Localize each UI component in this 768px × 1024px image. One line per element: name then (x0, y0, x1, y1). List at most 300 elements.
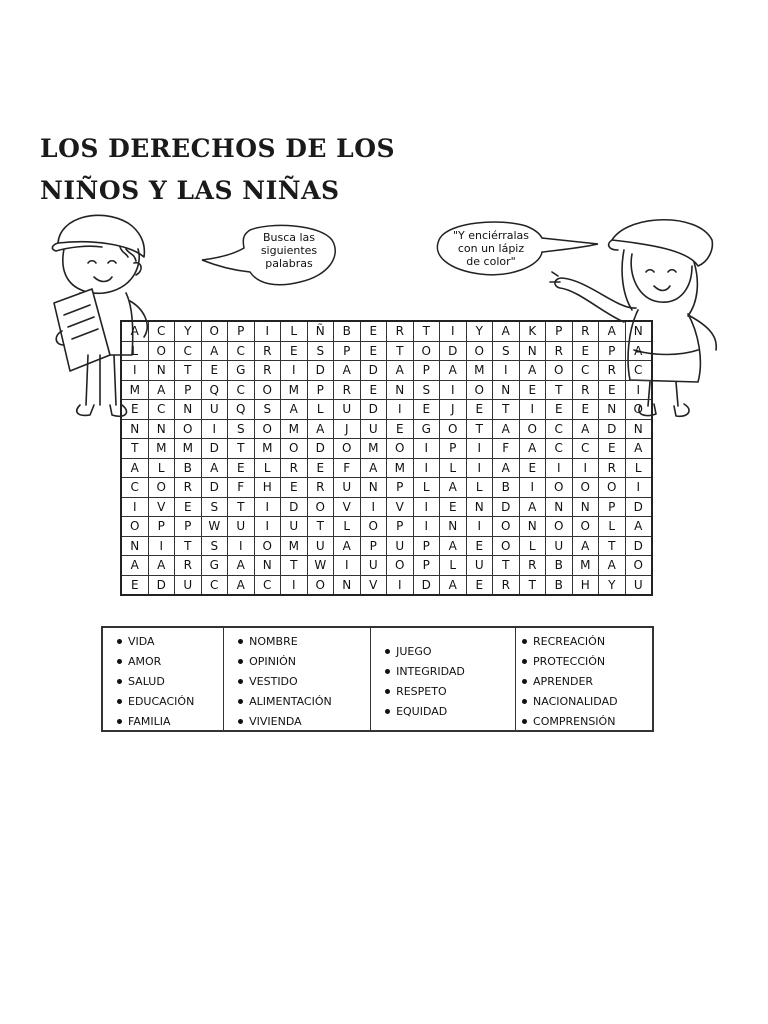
grid-cell[interactable]: I (148, 536, 175, 556)
grid-cell[interactable]: I (493, 361, 520, 381)
word-label: INTEGRIDAD (396, 665, 465, 678)
grid-cell[interactable]: E (519, 458, 546, 478)
grid-cell[interactable]: O (387, 556, 414, 576)
grid-cell[interactable]: E (387, 419, 414, 439)
grid-cell[interactable]: I (440, 380, 467, 400)
grid-cell[interactable]: O (546, 478, 573, 498)
grid-cell[interactable]: A (625, 517, 652, 537)
grid-cell[interactable]: I (413, 439, 440, 459)
grid-cell[interactable]: S (307, 341, 334, 361)
grid-cell[interactable]: A (519, 439, 546, 459)
grid-cell[interactable]: M (281, 380, 308, 400)
grid-cell[interactable]: T (175, 361, 202, 381)
grid-cell[interactable]: G (413, 419, 440, 439)
grid-cell[interactable]: I (413, 497, 440, 517)
grid-cell[interactable]: R (175, 478, 202, 498)
grid-cell[interactable]: P (413, 556, 440, 576)
grid-cell[interactable]: I (254, 497, 281, 517)
grid-cell[interactable]: O (493, 536, 520, 556)
word-label: JUEGO (396, 645, 432, 658)
grid-cell[interactable]: A (625, 439, 652, 459)
grid-cell[interactable]: O (175, 419, 202, 439)
grid-cell[interactable]: D (281, 497, 308, 517)
grid-cell[interactable]: N (625, 419, 652, 439)
grid-cell[interactable]: S (413, 380, 440, 400)
grid-cell[interactable]: A (572, 536, 599, 556)
grid-cell[interactable]: T (599, 536, 626, 556)
grid-cell[interactable]: T (307, 517, 334, 537)
grid-cell[interactable]: L (281, 321, 308, 341)
grid-cell[interactable]: A (625, 341, 652, 361)
grid-cell[interactable]: A (121, 321, 148, 341)
grid-cell[interactable]: P (440, 439, 467, 459)
grid-cell[interactable]: A (360, 458, 387, 478)
grid-cell[interactable]: O (254, 380, 281, 400)
grid-cell[interactable]: U (360, 556, 387, 576)
grid-cell[interactable]: U (228, 517, 255, 537)
grid-cell[interactable]: P (360, 536, 387, 556)
grid-cell[interactable]: E (599, 380, 626, 400)
grid-cell[interactable]: O (413, 341, 440, 361)
grid-cell[interactable]: A (599, 321, 626, 341)
grid-cell[interactable]: G (201, 556, 228, 576)
grid-cell[interactable]: A (440, 536, 467, 556)
grid-cell[interactable]: C (254, 575, 281, 595)
grid-cell[interactable]: R (572, 380, 599, 400)
grid-cell[interactable]: M (387, 458, 414, 478)
grid-cell[interactable]: T (493, 556, 520, 576)
grid-cell[interactable]: O (599, 478, 626, 498)
grid-cell[interactable]: C (546, 439, 573, 459)
grid-cell[interactable]: L (466, 478, 493, 498)
grid-cell[interactable]: I (281, 575, 308, 595)
grid-cell[interactable]: N (175, 400, 202, 420)
grid-cell[interactable]: B (546, 575, 573, 595)
grid-cell[interactable]: M (121, 380, 148, 400)
grid-cell[interactable]: E (201, 361, 228, 381)
grid-cell[interactable]: I (546, 458, 573, 478)
grid-cell[interactable]: U (360, 419, 387, 439)
grid-cell[interactable]: M (466, 361, 493, 381)
grid-cell[interactable]: I (360, 497, 387, 517)
grid-cell[interactable]: C (201, 575, 228, 595)
grid-cell[interactable]: D (307, 439, 334, 459)
grid-cell[interactable]: U (307, 536, 334, 556)
grid-cell[interactable]: D (413, 575, 440, 595)
grid-cell[interactable]: N (334, 575, 361, 595)
grid-cell[interactable]: Q (201, 380, 228, 400)
grid-cell[interactable]: I (281, 361, 308, 381)
grid-cell[interactable]: N (572, 497, 599, 517)
grid-cell[interactable]: N (625, 321, 652, 341)
grid-cell[interactable]: A (440, 575, 467, 595)
grid-cell[interactable]: I (387, 575, 414, 595)
grid-cell[interactable]: S (493, 341, 520, 361)
grid-cell[interactable]: N (599, 400, 626, 420)
grid-cell[interactable]: V (360, 575, 387, 595)
grid-cell[interactable]: A (307, 419, 334, 439)
grid-cell[interactable]: B (175, 458, 202, 478)
grid-cell[interactable]: N (148, 361, 175, 381)
word-label: VESTIDO (249, 675, 298, 688)
grid-cell[interactable]: P (413, 361, 440, 381)
grid-cell[interactable]: L (599, 517, 626, 537)
grid-cell[interactable]: R (519, 556, 546, 576)
grid-cell[interactable]: T (466, 419, 493, 439)
grid-cell[interactable]: A (121, 458, 148, 478)
grid-cell[interactable]: D (148, 575, 175, 595)
grid-cell[interactable]: P (307, 380, 334, 400)
grid-cell[interactable]: E (228, 458, 255, 478)
grid-cell[interactable]: B (493, 478, 520, 498)
word-label: RESPETO (396, 685, 447, 698)
grid-cell[interactable]: D (599, 419, 626, 439)
grid-cell[interactable]: P (599, 341, 626, 361)
grid-cell[interactable]: R (281, 458, 308, 478)
grid-cell[interactable]: A (519, 361, 546, 381)
grid-cell[interactable]: I (413, 458, 440, 478)
grid-cell[interactable]: S (201, 497, 228, 517)
grid-cell[interactable]: C (546, 419, 573, 439)
grid-cell[interactable]: P (175, 380, 202, 400)
grid-cell[interactable]: R (493, 575, 520, 595)
grid-cell[interactable]: L (440, 556, 467, 576)
grid-cell[interactable]: I (440, 321, 467, 341)
grid-cell[interactable]: D (493, 497, 520, 517)
grid-cell[interactable]: E (360, 380, 387, 400)
grid-cell[interactable]: T (281, 556, 308, 576)
grid-cell[interactable]: L (148, 458, 175, 478)
grid-cell[interactable]: L (519, 536, 546, 556)
grid-cell[interactable]: C (228, 380, 255, 400)
grid-cell[interactable]: E (546, 400, 573, 420)
grid-row (121, 536, 652, 556)
grid-cell[interactable]: D (625, 497, 652, 517)
grid-cell[interactable]: A (493, 321, 520, 341)
grid-cell[interactable]: K (519, 321, 546, 341)
grid-cell[interactable]: M (175, 439, 202, 459)
grid-cell[interactable]: A (121, 556, 148, 576)
grid-cell[interactable]: M (281, 536, 308, 556)
grid-cell[interactable]: Q (228, 400, 255, 420)
grid-cell[interactable]: F (334, 458, 361, 478)
grid-cell[interactable]: O (201, 321, 228, 341)
grid-cell[interactable]: C (175, 341, 202, 361)
grid-cell[interactable]: A (281, 400, 308, 420)
grid-cell[interactable]: I (334, 556, 361, 576)
grid-cell[interactable]: E (175, 497, 202, 517)
grid-cell[interactable]: A (440, 361, 467, 381)
grid-cell[interactable]: O (466, 380, 493, 400)
word-label: NACIONALIDAD (533, 695, 618, 708)
grid-cell[interactable]: E (466, 575, 493, 595)
grid-cell[interactable]: C (572, 439, 599, 459)
grid-cell[interactable]: A (148, 380, 175, 400)
grid-cell[interactable]: N (148, 419, 175, 439)
grid-cell[interactable]: N (519, 517, 546, 537)
grid-cell[interactable]: H (572, 575, 599, 595)
grid-cell[interactable]: U (334, 400, 361, 420)
grid-cell[interactable]: S (254, 400, 281, 420)
word-list-item (385, 662, 515, 682)
grid-cell[interactable]: T (121, 439, 148, 459)
grid-cell[interactable]: L (625, 458, 652, 478)
grid-cell[interactable]: G (228, 361, 255, 381)
grid-cell[interactable]: L (254, 458, 281, 478)
grid-cell[interactable]: Y (599, 575, 626, 595)
grid-cell[interactable]: U (201, 400, 228, 420)
grid-cell[interactable]: M (360, 439, 387, 459)
grid-cell[interactable]: F (228, 478, 255, 498)
grid-cell[interactable]: L (413, 478, 440, 498)
grid-cell[interactable]: O (625, 400, 652, 420)
grid-cell[interactable]: O (307, 497, 334, 517)
bubble-left-line-3: palabras (265, 257, 313, 270)
grid-cell[interactable]: O (254, 536, 281, 556)
grid-cell[interactable]: I (254, 517, 281, 537)
grid-cell[interactable]: I (625, 478, 652, 498)
grid-cell[interactable]: I (572, 458, 599, 478)
word-list-item (238, 652, 370, 672)
grid-cell[interactable]: T (413, 321, 440, 341)
word-label: NOMBRE (249, 635, 298, 648)
grid-cell[interactable]: D (307, 361, 334, 381)
grid-cell[interactable]: O (387, 439, 414, 459)
grid-cell[interactable]: S (228, 419, 255, 439)
word-list-item (522, 692, 652, 712)
grid-cell[interactable]: A (493, 419, 520, 439)
grid-cell[interactable]: E (281, 341, 308, 361)
grid-cell[interactable]: T (493, 400, 520, 420)
word-list-column-2 (224, 628, 371, 730)
grid-cell[interactable]: I (387, 400, 414, 420)
grid-cell[interactable]: O (466, 341, 493, 361)
grid-cell[interactable]: R (599, 361, 626, 381)
grid-cell[interactable]: E (281, 478, 308, 498)
grid-cell[interactable]: R (334, 380, 361, 400)
grid-cell[interactable]: I (519, 400, 546, 420)
grid-cell[interactable]: O (546, 361, 573, 381)
grid-cell[interactable]: J (440, 400, 467, 420)
grid-cell[interactable]: H (254, 478, 281, 498)
grid-cell[interactable]: T (546, 380, 573, 400)
grid-cell[interactable]: N (254, 556, 281, 576)
grid-cell[interactable]: I (121, 361, 148, 381)
grid-cell[interactable]: I (201, 419, 228, 439)
grid-cell[interactable]: F (493, 439, 520, 459)
grid-cell[interactable]: R (307, 478, 334, 498)
grid-cell[interactable]: E (599, 439, 626, 459)
grid-cell[interactable]: A (519, 497, 546, 517)
grid-cell[interactable]: U (387, 536, 414, 556)
grid-cell[interactable]: A (334, 536, 361, 556)
grid-row (121, 341, 652, 361)
grid-cell[interactable]: Ñ (307, 321, 334, 341)
grid-cell[interactable]: A (148, 556, 175, 576)
grid-cell[interactable]: E (121, 575, 148, 595)
grid-cell[interactable]: R (254, 341, 281, 361)
grid-cell[interactable]: C (121, 478, 148, 498)
grid-cell[interactable]: A (228, 575, 255, 595)
grid-cell[interactable]: A (572, 419, 599, 439)
grid-cell[interactable]: I (254, 321, 281, 341)
grid-cell[interactable]: V (148, 497, 175, 517)
bullet-icon (238, 699, 243, 704)
grid-cell[interactable]: E (572, 400, 599, 420)
grid-cell[interactable]: P (387, 478, 414, 498)
grid-cell[interactable]: A (201, 458, 228, 478)
grid-cell[interactable]: T (175, 536, 202, 556)
grid-cell[interactable]: L (440, 458, 467, 478)
grid-cell[interactable]: R (175, 556, 202, 576)
grid-cell[interactable]: T (519, 575, 546, 595)
grid-cell[interactable]: N (121, 419, 148, 439)
grid-cell[interactable]: R (387, 321, 414, 341)
grid-cell[interactable]: L (307, 400, 334, 420)
grid-cell[interactable]: P (387, 517, 414, 537)
grid-cell[interactable]: C (148, 321, 175, 341)
grid-cell[interactable]: S (201, 536, 228, 556)
grid-cell[interactable]: O (148, 341, 175, 361)
grid-cell[interactable]: I (413, 517, 440, 537)
grid-cell[interactable]: I (466, 439, 493, 459)
grid-cell[interactable]: U (466, 556, 493, 576)
grid-cell[interactable]: E (466, 400, 493, 420)
word-label: AMOR (128, 655, 162, 668)
grid-cell[interactable]: D (360, 361, 387, 381)
grid-cell[interactable]: Y (466, 321, 493, 341)
grid-cell[interactable]: U (625, 575, 652, 595)
grid-cell[interactable]: O (254, 419, 281, 439)
grid-cell[interactable]: C (625, 361, 652, 381)
grid-cell[interactable]: T (387, 341, 414, 361)
word-list-column-4 (516, 628, 652, 730)
grid-cell[interactable]: O (281, 439, 308, 459)
grid-cell[interactable]: P (413, 536, 440, 556)
grid-cell[interactable]: P (334, 341, 361, 361)
grid-cell[interactable]: N (466, 497, 493, 517)
grid-cell[interactable]: Y (175, 321, 202, 341)
grid-cell[interactable]: U (281, 517, 308, 537)
grid-cell[interactable]: U (334, 478, 361, 498)
grid-cell[interactable]: N (519, 341, 546, 361)
grid-cell[interactable]: A (201, 341, 228, 361)
grid-cell[interactable]: E (360, 341, 387, 361)
grid-cell[interactable]: M (148, 439, 175, 459)
grid-row (121, 419, 652, 439)
grid-cell[interactable]: M (572, 556, 599, 576)
grid-cell[interactable]: C (572, 361, 599, 381)
grid-cell[interactable]: W (201, 517, 228, 537)
grid-cell[interactable]: E (413, 400, 440, 420)
grid-cell[interactable]: E (519, 380, 546, 400)
grid-cell[interactable]: V (387, 497, 414, 517)
grid-cell[interactable]: I (466, 458, 493, 478)
bullet-icon (238, 719, 243, 724)
grid-cell[interactable]: U (546, 536, 573, 556)
grid-cell[interactable]: P (148, 517, 175, 537)
grid-cell[interactable]: M (254, 439, 281, 459)
grid-cell[interactable]: D (440, 341, 467, 361)
grid-cell[interactable]: I (625, 380, 652, 400)
grid-cell[interactable]: O (121, 517, 148, 537)
grid-row (121, 380, 652, 400)
grid-cell[interactable]: A (387, 361, 414, 381)
grid-cell[interactable]: P (599, 497, 626, 517)
grid-cell[interactable]: I (519, 478, 546, 498)
grid-cell[interactable]: A (493, 458, 520, 478)
grid-cell[interactable]: I (228, 536, 255, 556)
grid-cell[interactable]: A (228, 556, 255, 576)
grid-cell[interactable]: L (121, 341, 148, 361)
grid-cell[interactable]: P (175, 517, 202, 537)
grid-cell[interactable]: R (254, 361, 281, 381)
grid-cell[interactable]: R (599, 458, 626, 478)
grid-cell[interactable]: N (493, 380, 520, 400)
grid-cell[interactable]: B (334, 321, 361, 341)
grid-cell[interactable]: J (334, 419, 361, 439)
grid-cell[interactable]: O (360, 517, 387, 537)
grid-cell[interactable]: E (360, 321, 387, 341)
grid-cell[interactable]: D (625, 536, 652, 556)
grid-cell[interactable]: E (121, 400, 148, 420)
grid-cell[interactable]: E (440, 497, 467, 517)
grid-cell[interactable]: I (466, 517, 493, 537)
grid-cell[interactable]: O (519, 419, 546, 439)
grid-cell[interactable]: E (307, 458, 334, 478)
word-list-item (522, 652, 652, 672)
grid-cell[interactable]: O (307, 575, 334, 595)
grid-cell[interactable]: P (228, 321, 255, 341)
grid-cell[interactable]: E (466, 536, 493, 556)
grid-cell[interactable]: P (546, 321, 573, 341)
grid-cell[interactable]: D (201, 478, 228, 498)
grid-cell[interactable]: R (546, 341, 573, 361)
grid-cell[interactable]: O (440, 419, 467, 439)
grid-cell[interactable]: R (572, 321, 599, 341)
grid-cell[interactable]: N (121, 536, 148, 556)
grid-cell[interactable]: O (572, 517, 599, 537)
grid-cell[interactable]: V (334, 497, 361, 517)
grid-cell[interactable]: T (228, 497, 255, 517)
grid-cell[interactable]: C (228, 341, 255, 361)
grid-cell[interactable]: O (625, 556, 652, 576)
grid-cell[interactable]: U (175, 575, 202, 595)
grid-cell[interactable]: M (281, 419, 308, 439)
grid-cell[interactable]: N (360, 478, 387, 498)
grid-cell[interactable]: O (334, 439, 361, 459)
grid-cell[interactable]: C (148, 400, 175, 420)
grid-cell[interactable]: A (334, 361, 361, 381)
grid-cell[interactable]: L (334, 517, 361, 537)
grid-cell[interactable]: N (546, 497, 573, 517)
grid-cell[interactable]: E (572, 341, 599, 361)
grid-cell[interactable]: O (148, 478, 175, 498)
grid-cell[interactable]: O (493, 517, 520, 537)
grid-cell[interactable]: A (440, 478, 467, 498)
grid-cell[interactable]: I (121, 497, 148, 517)
grid-cell[interactable]: O (572, 478, 599, 498)
grid-cell[interactable]: B (546, 556, 573, 576)
grid-cell[interactable]: A (599, 556, 626, 576)
grid-cell[interactable]: O (546, 517, 573, 537)
grid-cell[interactable]: W (307, 556, 334, 576)
grid-cell[interactable]: D (201, 439, 228, 459)
grid-cell[interactable]: N (440, 517, 467, 537)
grid-cell[interactable]: N (387, 380, 414, 400)
grid-cell[interactable]: T (228, 439, 255, 459)
grid-cell[interactable]: D (360, 400, 387, 420)
